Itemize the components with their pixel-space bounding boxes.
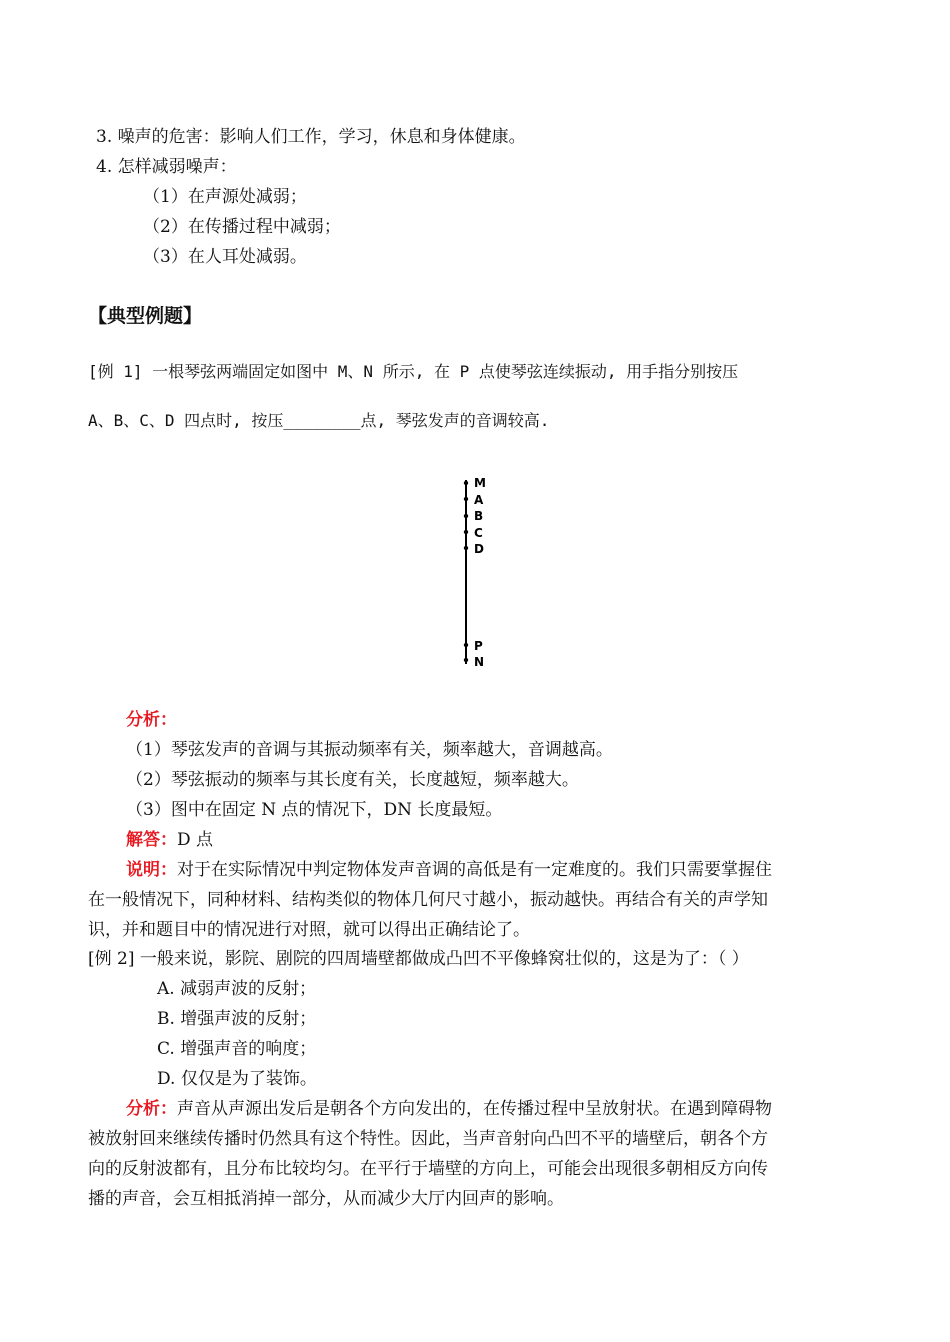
label-n: N — [474, 655, 485, 669]
point-c-dot — [464, 530, 468, 534]
option-c: C. 增强声音的响度； — [157, 1039, 317, 1059]
reduction-method-1: （1）在声源处减弱； — [143, 187, 307, 207]
noise-reduction-item: 4. 怎样减弱噪声： — [96, 157, 237, 177]
example2-analysis-text-1: 声音从声源出发后是朝各个方向发出的，在传播过程中呈放射状。在遇到障碍物 — [177, 1099, 772, 1119]
option-b: B. 增强声波的反射； — [157, 1009, 317, 1029]
example2-analysis-label: 分析： — [126, 1099, 177, 1119]
label-a: A — [474, 493, 484, 507]
note-line-2: 在一般情况下，同种材料、结构类似的物体几何尺寸越小，振动越快。再结合有关的声学知 — [88, 890, 768, 910]
example2-analysis-line-1 — [126, 1097, 772, 1121]
example2-question: [例 2] 一般来说，影院、剧院的四周墙壁都做成凸凹不平像蜂窝壮似的，这是为了：（ ） — [88, 949, 749, 969]
example2-analysis-line-4: 播的声音，会互相抵消掉一部分，从而减少大厅内回声的影响。 — [88, 1189, 564, 1209]
analysis-label: 分析： — [126, 710, 177, 730]
reduction-method-2: （2）在传播过程中减弱； — [143, 217, 341, 237]
label-b: B — [474, 509, 484, 523]
note-text-1: 对于在实际情况中判定物体发声音调的高低是有一定难度的。我们只需要掌握住 — [177, 860, 772, 880]
example2-analysis-line-2: 被放射回来继续传播时仍然具有这个特性。因此，当声音射向凸凹不平的墙壁后，朝各个方 — [88, 1129, 768, 1149]
example2-analysis-line-3: 向的反射波都有，且分布比较均匀。在平行于墙壁的方向上，可能会出现很多朝相反方向传 — [88, 1159, 768, 1179]
label-c: C — [474, 526, 483, 540]
option-a: A. 减弱声波的反射； — [157, 979, 317, 999]
noise-harm-item: 3. 噪声的危害：影响人们工作，学习，休息和身体健康。 — [96, 127, 526, 147]
label-p: P — [474, 639, 483, 653]
label-m: M — [474, 476, 486, 490]
analysis-point-3: （3）图中在固定 N 点的情况下，DN 长度最短。 — [126, 800, 503, 820]
point-m-dot — [464, 481, 468, 485]
answer-line — [126, 828, 213, 852]
section-heading: 【典型例题】 — [88, 305, 203, 327]
label-d: D — [474, 542, 484, 556]
example1-question-line2: A、B、C、D 四点时, 按压________点, 琴弦发声的音调较高. — [88, 411, 550, 430]
point-b-dot — [464, 514, 468, 518]
note-line-1 — [126, 858, 772, 882]
point-p-dot — [464, 643, 468, 647]
answer-text: D 点 — [177, 830, 214, 850]
analysis-point-2: （2）琴弦振动的频率与其长度有关，长度越短，频率越大。 — [126, 770, 579, 790]
note-line-3: 识，并和题目中的情况进行对照，就可以得出正确结论了。 — [88, 920, 530, 940]
analysis-point-1: （1）琴弦发声的音调与其振动频率有关，频率越大，音调越高。 — [126, 740, 613, 760]
point-a-dot — [464, 497, 468, 501]
answer-label: 解答： — [126, 830, 177, 850]
string-diagram — [430, 474, 520, 674]
reduction-method-3: （3）在人耳处减弱。 — [143, 247, 307, 267]
example1-question-line1: [例 1] 一根琴弦两端固定如图中 M、N 所示, 在 P 点使琴弦连续振动, 用手指分别按压 — [88, 362, 739, 381]
point-d-dot — [464, 546, 468, 550]
option-d: D. 仅仅是为了装饰。 — [157, 1069, 317, 1089]
point-n-dot — [464, 658, 468, 662]
note-label: 说明： — [126, 860, 177, 880]
